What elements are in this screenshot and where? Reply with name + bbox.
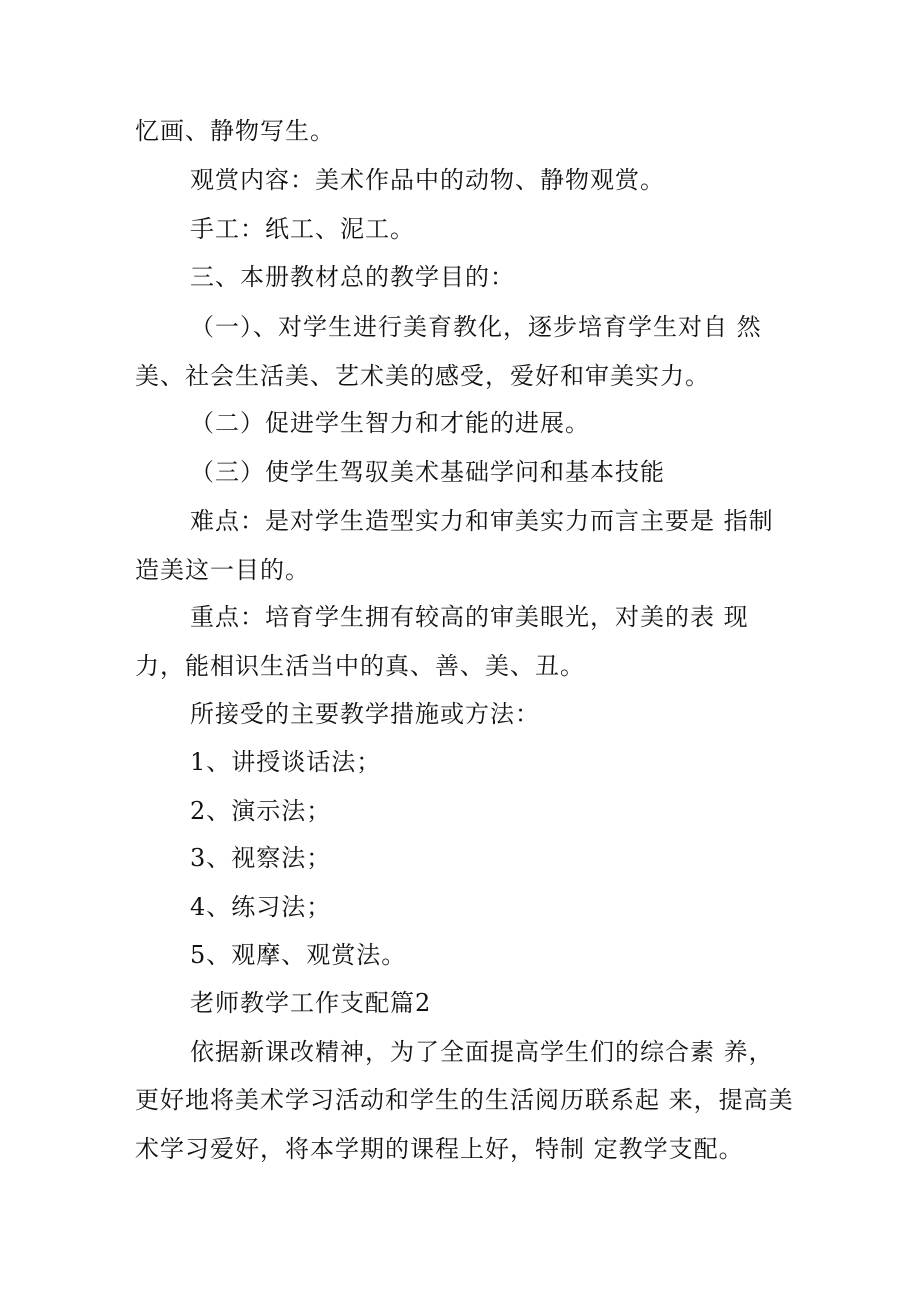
text-line: （一）、对学生进行美育教化，逐步培育学生对自 然 xyxy=(190,313,762,341)
text-line: 手工：纸工、泥工。 xyxy=(190,215,415,243)
text-line: 忆画、静物写生。 xyxy=(135,117,335,145)
text-line: 依据新课改精神，为了全面提高学生们的综合素 养， xyxy=(190,1038,774,1066)
text-line: 造美这一目的。 xyxy=(135,556,310,584)
text-line: 观赏内容：美术作品中的动物、静物观赏。 xyxy=(190,166,665,194)
text-line: 术学习爱好，将本学期的课程上好，特制 定教学支配。 xyxy=(135,1135,744,1163)
list-item: 4、练习法； xyxy=(190,893,332,921)
section-title: 老师教学工作支配篇2 xyxy=(190,989,432,1017)
text-line: 更好地将美术学习活动和学生的生活阅历联系起 来，提高美 xyxy=(135,1086,794,1114)
text-line: 力，能相识生活当中的真、善、美、丑。 xyxy=(135,652,585,680)
text-line: 美、社会生活美、艺术美的感受，爱好和审美实力。 xyxy=(135,362,710,390)
text-line: 难点：是对学生造型实力和审美实力而言主要是 指制 xyxy=(190,507,774,535)
text-line: （三）使学生驾驭美术基础学问和基本技能 xyxy=(190,458,665,486)
text-line: （二）促进学生智力和才能的进展。 xyxy=(190,409,590,437)
text-line: 所接受的主要教学措施或方法： xyxy=(190,700,540,728)
text-line: 重点：培育学生拥有较高的审美眼光，对美的表 现 xyxy=(190,603,749,631)
section-heading: 三、本册教材总的教学目的： xyxy=(190,263,515,291)
list-item: 2、演示法； xyxy=(190,797,332,825)
list-item: 3、视察法； xyxy=(190,844,332,872)
list-item: 1、讲授谈话法； xyxy=(190,748,382,776)
list-item: 5、观摩、观赏法。 xyxy=(190,941,407,969)
